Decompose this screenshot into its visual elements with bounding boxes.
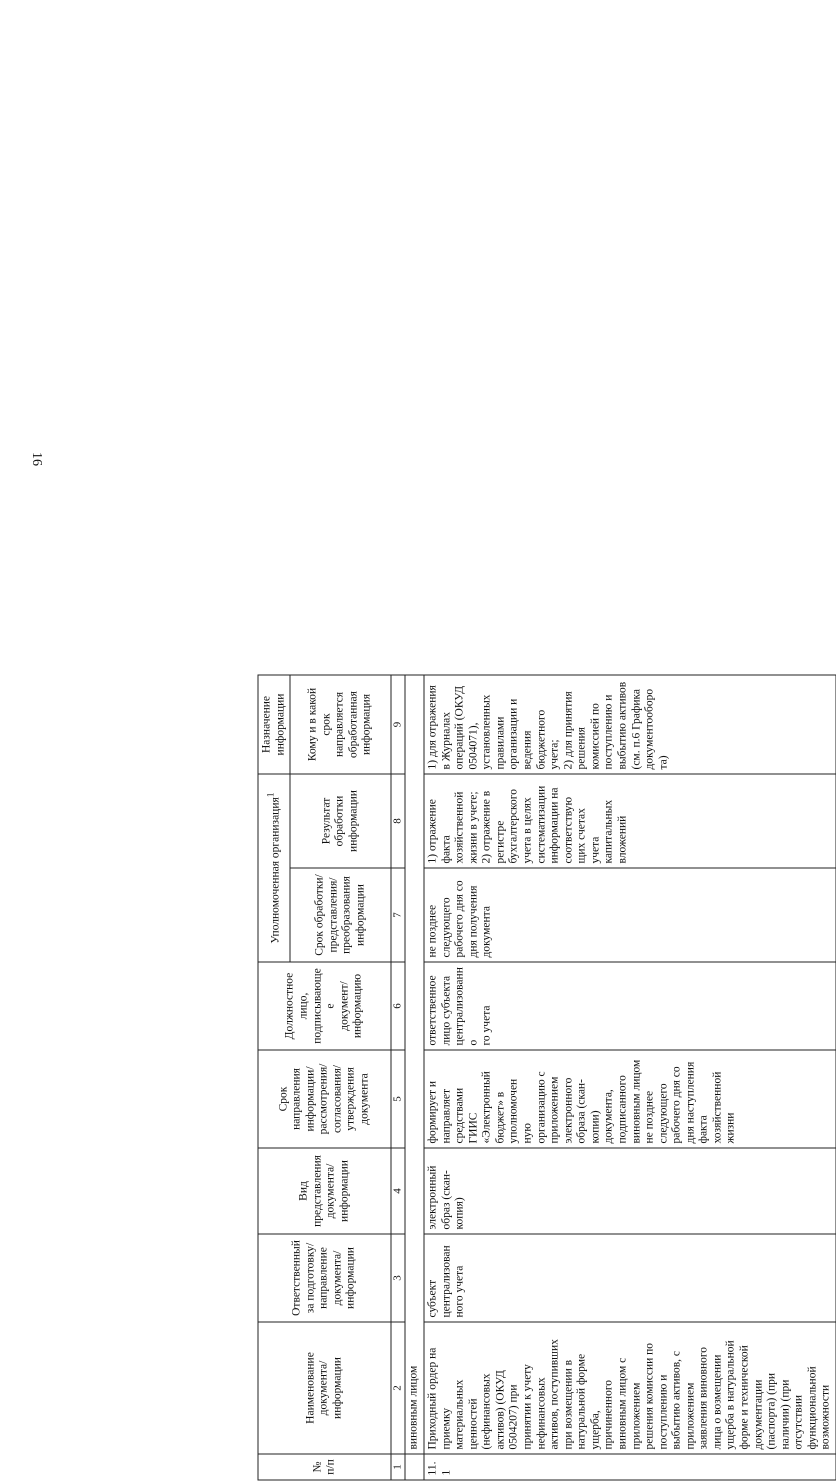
column-number: 8: [391, 774, 405, 868]
section-title: виновным лицом: [405, 675, 424, 1454]
header-authorized-organization: [258, 774, 290, 962]
header-number: № п/п: [258, 1454, 391, 1480]
header-kind: Вид представления документа/ информации: [258, 1148, 391, 1234]
row-purpose: 1) для отражения в Журналах операций (ОКУД 0504071), установленных правилами организации и ведения бюджетного учета; 2) для принятия решения комиссией по поступлению и выбытию активов (см. п.6 Графика документооборо та): [424, 675, 836, 774]
row-processing-deadline: не позднее следующего рабочего дня со дня получения документа: [424, 868, 836, 962]
header-official: Должностное лицо, подписывающее документ/ информацию: [258, 962, 391, 1050]
column-number: 2: [391, 1322, 405, 1454]
document-flow-table: [258, 675, 836, 1481]
header-to-whom: Кому и в какой срок направляется обработанная информация: [290, 675, 391, 774]
row-kind: электронный образ (скан- копия): [424, 1148, 836, 1234]
column-number: 7: [391, 868, 405, 962]
row-deadline: формирует и направляет средствами ГИИС «Электронный бюджет» в уполномочен ную организацию с приложением электронного образа (скан- копии) документа, подписанного виновным лицом не позднее следующего рабочего дня со дня наступления факта хозяйственной жизни: [424, 1050, 836, 1148]
page-number: 16: [28, 452, 44, 466]
rotated-table-container: [258, 676, 728, 1481]
table-row: [424, 675, 836, 1480]
section-empty-cell: [405, 1454, 424, 1480]
column-number: 5: [391, 1050, 405, 1148]
header-purpose: Назначение информации: [258, 675, 290, 774]
header-authorized-label: Уполномоченная организация: [269, 797, 281, 943]
column-number: 4: [391, 1148, 405, 1234]
column-number: 1: [391, 1454, 405, 1480]
footnote-mark: 1: [265, 792, 276, 797]
column-number: 6: [391, 962, 405, 1050]
row-result: 1) отражение факта хозяйственной жизни в учете; 2) отражение в регистре бухгалтерского учета в целях систематизации информации на соответствую щих счетах учета капитальных вложений: [424, 774, 836, 868]
row-responsible: субъект централизован ного учета: [424, 1234, 836, 1322]
header-result: Результат обработки информации: [290, 774, 391, 868]
row-number: 11.1: [424, 1454, 836, 1480]
column-number: 3: [391, 1234, 405, 1322]
header-processing-deadline: Срок обработки/ представления/ преобразования информации: [290, 868, 391, 962]
header-document-name: Наименование документа/ информации: [258, 1322, 391, 1454]
header-responsible: Ответственный за подготовку/ направление документа/ информации: [258, 1234, 391, 1322]
row-official: ответственное лицо субъекта централизованно го учета: [424, 962, 836, 1050]
header-deadline: Срок направления информации/ рассмотрения/ согласования/ утверждения документа: [258, 1050, 391, 1148]
row-document-name: Приходный ордер на приемку материальных ценностей (нефинансовых активов) (ОКУД 0504207) при принятии к учету нефинансовых активов, поступивших при возмещении в натуральной форме ущерба, причиненного виновным лицом с приложением решения комиссии по поступлению и выбытию активов, с приложением заявления виновного лица о возмещении ущерба в натуральной форме и технической документации (паспорта) (при наличии) (при отсутствии функциональной возможности: [424, 1322, 836, 1454]
column-number: 9: [391, 675, 405, 774]
